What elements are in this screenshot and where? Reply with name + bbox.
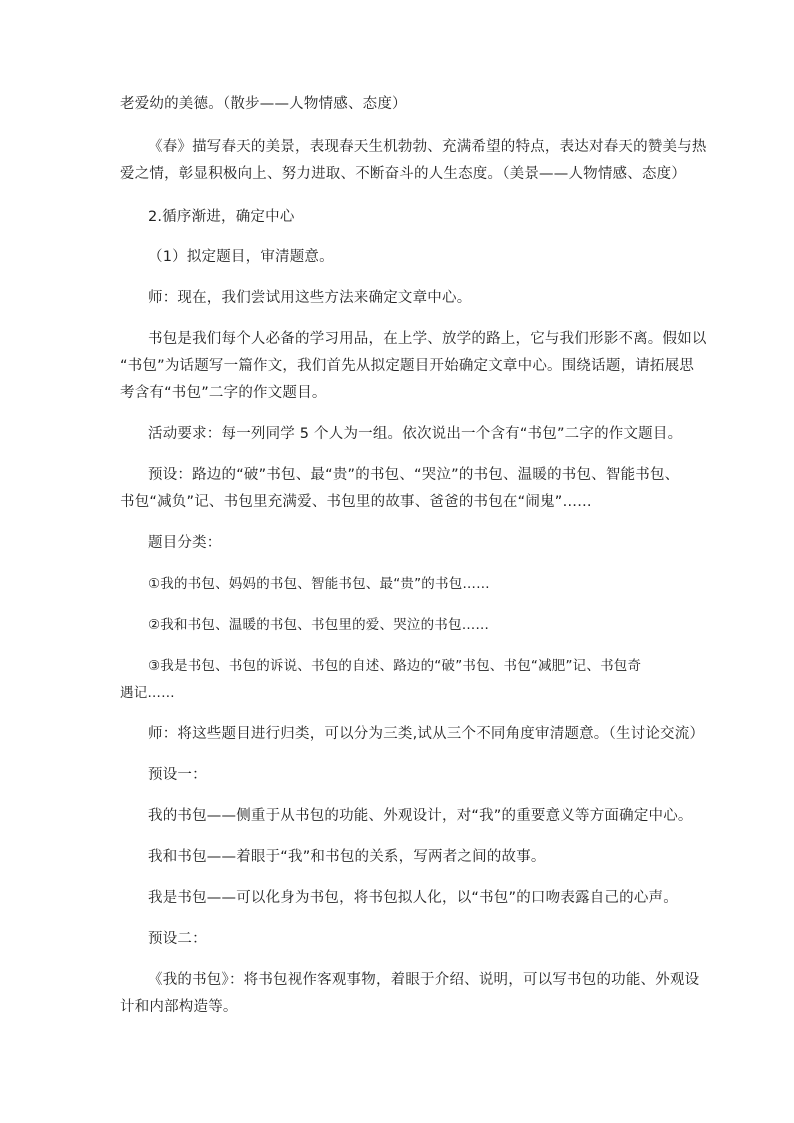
text-line: 我的书包——侧重于从书包的功能、外观设计，对“我”的重要意义等方面确定中心。 [148,808,693,824]
text-line: 书包是我们每个人必备的学习用品，在上学、放学的路上，它与我们形影不离。假如以 [148,331,707,347]
text-line: 《我的书包》：将书包视作客观事物，着眼于介绍、说明，可以写书包的功能、外观设 [148,972,700,988]
text-line: 师：现在，我们尝试用这些方法来确定文章中心。 [148,290,472,306]
text-line: 预设一： [148,767,207,783]
list-item: ①我的书包、妈妈的书包、智能书包、最“贵”的书包…… [148,576,490,592]
text-line: 预设：路边的“破”书包、最“贵”的书包、“哭泣”的书包、温暖的书包、智能书包、 [148,467,680,483]
text-line: 爱之情，彰显积极向上、努力进取、不断奋斗的人生态度。（美景——人物情感、态度） [120,166,687,182]
list-item: ③我是书包、书包的诉说、书包的自述、路边的“破”书包、书包“减肥”记、书包奇 [148,658,642,674]
list-item: 遇记…… [120,685,175,701]
text-line: 考含有“书包”二字的作文题目。 [120,385,327,401]
text-line: 老爱幼的美德。（散步——人物情感、态度） [120,96,407,112]
text-line: “书包”为话题写一篇作文，我们首先从拟定题目开始确定文章中心。围绕话题，请拓展思 [120,358,695,374]
text-line: 师：将这些题目进行归类，可以分为三类,试从三个不同角度审清题意。（生讨论交流） [148,726,705,742]
text-line: 题目分类： [148,535,222,551]
section-heading: 2.循序渐进，确定中心 [148,209,295,225]
text-line: 活动要求：每一列同学 5 个人为一组。依次说出一个含有“书包”二字的作文题目。 [148,426,683,442]
text-line: 计和内部构造等。 [120,999,238,1015]
subsection-heading: （1）拟定题目，审清题意。 [148,249,334,265]
text-line: 预设二： [148,931,207,947]
list-item: ②我和书包、温暖的书包、书包里的爱、哭泣的书包…… [148,617,490,633]
text-line: 我是书包——可以化身为书包，将书包拟人化，以“书包”的口吻表露自己的心声。 [148,890,678,906]
text-line: 我和书包——着眼于“我”和书包的关系，写两者之间的故事。 [148,849,546,865]
text-line: 书包“减负”记、书包里充满爱、书包里的故事、爸爸的书包在“闹鬼”…… [120,494,592,510]
text-line: 《春》描写春天的美景，表现春天生机勃勃、充满希望的特点，表达对春天的赞美与热 [148,139,707,155]
